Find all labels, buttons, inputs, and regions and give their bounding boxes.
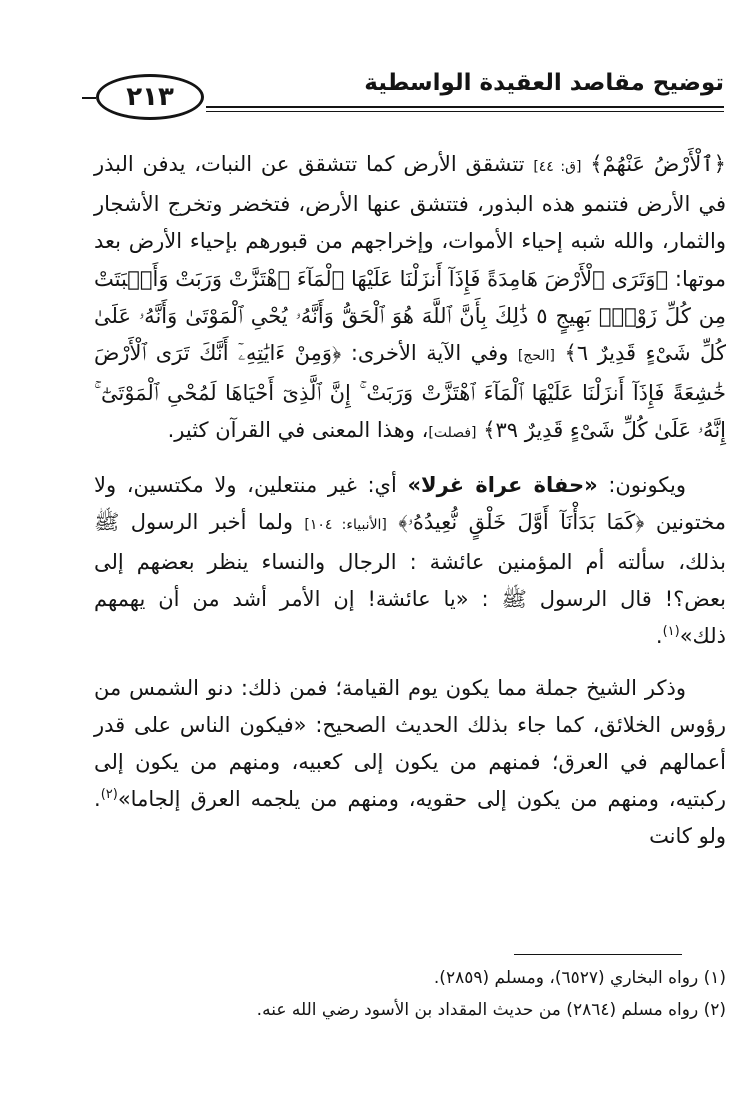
paragraph-text: ويكونون: — [608, 472, 686, 497]
header-rule-thin — [206, 111, 724, 112]
hadith-quote: «فيكون الناس على قدر أعمالهم في العرق؛ فمنهم من يكون إلى كعبيه، ومنهم من يكون إلى ركبتيه، ومنهم من يكون إلى حقويه، ومنهم من يلجمه العرق إلجاما» — [94, 712, 726, 812]
running-header — [96, 62, 724, 126]
paragraph-1 — [94, 146, 726, 453]
footnote-2: (٢) رواه مسلم (٢٨٦٤) من حديث المقداد بن الأسود رضي الله عنه. — [256, 1000, 726, 1020]
paragraph-3 — [94, 670, 726, 856]
running-title: توضيح مقاصد العقيدة الواسطية — [364, 70, 724, 96]
page-number-tail — [82, 97, 96, 99]
surah-reference: [الحج] — [517, 348, 555, 365]
surah-reference: [الأنبياء: ١٠٤] — [304, 516, 387, 533]
page-number: ٢١٣ — [96, 74, 204, 120]
paragraph-text: . ولو كانت — [94, 787, 726, 849]
paragraph-2 — [94, 467, 726, 656]
quran-verse: ﴿ٱلْأَرْضُ عَنْهُمْ﴾ — [590, 152, 726, 176]
footnote-1: (١) رواه البخاري (٦٥٢٧)، ومسلم (٢٨٥٩). — [433, 968, 726, 988]
paragraph-text: ولما أخبر الرسول ﷺ بذلك، سألته أم المؤمنين عائشة : الرجال والنساء ينظر بعضهم إلى بعض؟! قال الرسول ﷺ : — [94, 509, 726, 612]
quran-verse: ﴿وَمِنْ ءَايَٰتِهِۦٓ أَنَّكَ تَرَى ٱلْأَرْضَ خَٰشِعَةً فَإِذَآ أَنزَلْنَا عَلَيْهَا ٱلْمَآءَ ٱهْتَزَّتْ وَرَبَتْ ۚ إِنَّ ٱلَّذِىٓ أَحْيَاهَا لَمُحْىِ ٱلْمَوْتَىٰٓ ۚ إِنَّهُۥ عَلَىٰ كُلِّ شَىْءٍ قَدِيرٌ ٣٩﴾ — [94, 341, 726, 443]
header-rule — [206, 106, 724, 108]
footnotes — [94, 962, 726, 1026]
paragraph-text: تتشقق الأرض كما تتشقق عن النبات، يدفن البذر في الأرض فتنمو هذه البذور، فتتشق عنها الأرض، فتخضر وتخرج الأشجار والثمار، والله شبه إحياء الأموات، وإخراجهم من قبورهم بإحياء الأرض بعد موتها: — [94, 152, 726, 291]
footnote-marker[interactable]: (٢) — [100, 787, 118, 803]
hadith-quote: «يا عائشة! إن الأمر أشد من أن يهمهم ذلك» — [94, 587, 726, 649]
quran-verse: ﴿وَتَرَى ٱلْأَرْضَ هَامِدَةً فَإِذَآ أَنزَلْنَا عَلَيْهَا ٱلْمَآءَ ٱهْتَزَّتْ وَرَبَتْ وَأَنۢبَتَتْ مِن كُلِّ زَوْجٍۭ بَهِيجٍ ٥ ذَٰلِكَ بِأَنَّ ٱللَّهَ هُوَ ٱلْحَقُّ وَأَنَّهُۥ يُحْىِ ٱلْمَوْتَىٰ وَأَنَّهُۥ عَلَىٰ كُلِّ شَىْءٍ قَدِيرٌ ٦﴾ — [94, 266, 727, 366]
surah-reference: [ق: ٤٤] — [533, 159, 582, 175]
paragraph-text: وفي الآية الأخرى: — [350, 341, 509, 366]
footnote-separator — [514, 954, 682, 955]
paragraph-text: وذكر الشيخ جملة مما يكون يوم القيامة؛ فمن ذلك: دنو الشمس من رؤوس الخلائق، كما جاء بذلك الحديث الصحيح: — [94, 675, 726, 737]
paragraph-text: ، وهذا المعنى في القرآن كثير. — [167, 418, 429, 443]
paragraph-text: أي: غير منتعلين، ولا مكتسين، ولا مختونين — [94, 472, 727, 534]
footnote-marker[interactable]: (١) — [662, 624, 680, 640]
surah-reference: [فصلت] — [428, 425, 477, 442]
quran-verse: ﴿كَمَا بَدَأْنَآ أَوَّلَ خَلْقٍ نُّعِيدُهُۥ﴾ — [398, 509, 645, 534]
body-text — [94, 146, 726, 856]
paragraph-text: . — [655, 624, 663, 649]
hadith-quote: «حفاة عراة غرلا» — [407, 472, 598, 497]
